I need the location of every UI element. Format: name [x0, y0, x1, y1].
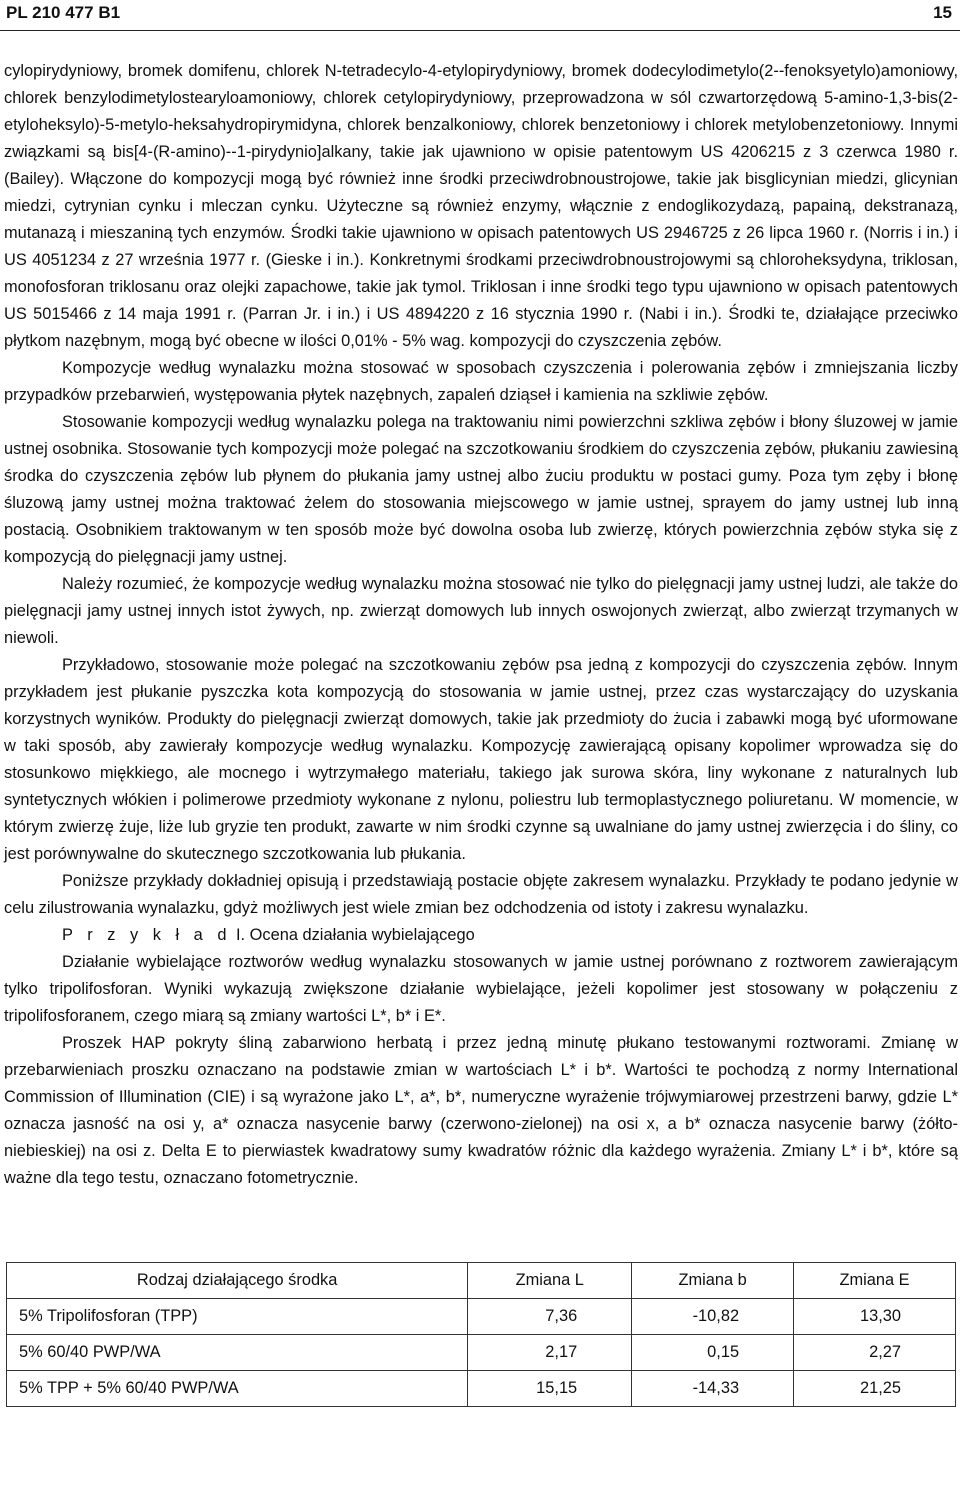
table-row	[7, 1335, 956, 1371]
table-cell: 5% TPP + 5% 60/40 PWP/WA	[7, 1371, 468, 1407]
paragraph: Należy rozumieć, że kompozycje według wynalazku można stosować nie tylko do pielęgnacji jamy ustnej ludzi, ale także do pielęgnacji jamy ustnej innych istot żywych, np. zwierząt domowych lub innych oswojonych zwierząt, albo zwierząt trzymanych w niewoli.	[4, 575, 958, 647]
header-rule	[0, 30, 960, 31]
document-id: PL 210 477 B1	[6, 3, 121, 22]
example-title: I. Ocena działania wybielającego	[231, 926, 475, 944]
table-cell: -14,33	[632, 1371, 794, 1407]
column-header: Zmiana L	[468, 1263, 632, 1299]
table-cell: 15,15	[468, 1371, 632, 1407]
table-cell: 13,30	[794, 1299, 956, 1335]
column-header: Zmiana E	[794, 1263, 956, 1299]
paragraph: Przykładowo, stosowanie może polegać na szczotkowaniu zębów psa jedną z kompozycji do czyszczenia zębów. Innym przykładem jest płukanie pyszczka kota kompozycją do stosowania w jamie ustnej, przez czas wystarczający do uzyskania korzystnych wyników. Produkty do pielęgnacji zwierząt domowych, takie jak przedmioty do żucia i zabawki mogą być uformowane w taki sposób, aby zawierały kompozycje według wynalazku. Kompozycję zawierającą opisany kopolimer wprowadza się do stosunkowo miękkiego, ale mocnego i wytrzymałego materiału, takiego jak surowa skóra, liny wykonane z naturalnych lub syntetycznych włókien i polimerowe przedmioty wykonane z nylonu, poliestru lub termoplastycznego poliuretanu. W momencie, w którym zwierzę żuje, liże lub gryzie ten produkt, zawarte w nim środki czynne są uwalniane do jamy ustnej zwierzęcia i do śliny, co jest porównywalne do skutecznego szczotkowania lub płukania.	[4, 656, 958, 863]
table-cell: 21,25	[794, 1371, 956, 1407]
paragraph: Poniższe przykłady dokładniej opisują i przedstawiają postacie objęte zakresem wynalazku. Przykłady te podano jedynie w celu zilustrowania wynalazku, gdyż możliwych jest wiele zmian bez odchodzenia od istoty i zakresu wynalazku.	[4, 872, 958, 917]
column-header: Rodzaj działającego środka	[7, 1263, 468, 1299]
table-row	[7, 1299, 956, 1335]
table-cell: 0,15	[632, 1335, 794, 1371]
table-cell: 5% Tripolifosforan (TPP)	[7, 1299, 468, 1335]
paragraph: cylopirydyniowy, bromek domifenu, chlorek N-tetradecylo-4-etylopirydyniowy, bromek dodecylodimetylo(2--fenoksyetylo)amoniowy, chlorek benzylodimetylostearyloamoniowy, chlorek cetylopirydyniowy, przeprowadzona w sól czwartorzędową 5-amino-1,3-bis(2-etyloheksylo)-5-metylo-heksahydropirymidyna, chlorek benzalkoniowy, chlorek benzetoniowy i chlorek metylobenzetoniowy. Innymi związkami są bis[4-(R-amino)--1-pirydynio]alkany, takie jak ujawniono w opisie patentowym US 4206215 z 3 czerwca 1980 r. (Bailey). Włączone do kompozycji mogą być również inne środki przeciwdrobnoustrojowe, takie jak bisglicynian miedzi, glicynian miedzi, cytrynian cynku i mleczan cynku. Użyteczne są również enzymy, włącznie z endoglikozydazą, papainą, dekstranazą, mutanazą i mieszaniną tych enzymów. Środki takie ujawniono w opisach patentowych US 2946725 z 26 lipca 1960 r. (Norris i in.) i US 4051234 z 27 września 1977 r. (Gieske i in.). Konkretnymi środkami przeciwdrobnoustrojowymi są chloroheksydyna, triklosan, monofosforan triklosanu oraz olejki zapachowe, takie jak tymol. Triklosan i inne środki tego typu ujawniono w opisach patentowych US 5015466 z 14 maja 1991 r. (Parran Jr. i in.) i US 4894220 z 16 stycznia 1990 r. (Nabi i in.). Środki te, działające przeciwko płytkom nazębnym, mogą być obecne w ilości 0,01% - 5% wag. kompozycji do czyszczenia zębów.	[4, 62, 958, 350]
paragraph: Działanie wybielające roztworów według wynalazku stosowanych w jamie ustnej porównano z roztworem zawierającym tylko tripolifosforan. Wyniki wykazują zwiększone działanie wybielające, jeżeli kopolimer jest stosowany w połączeniu z tripolifosforanem, czego miarą są zmiany wartości L*, b* i E*.	[4, 953, 958, 1025]
page-number: 15	[933, 3, 952, 22]
results-table	[6, 1262, 956, 1407]
table-cell: 5% 60/40 PWP/WA	[7, 1335, 468, 1371]
paragraph: Proszek HAP pokryty śliną zabarwiono herbatą i przez jedną minutę płukano testowanymi roztworami. Zmianę w przebarwieniach proszku oznaczano na podstawie zmian w wartościach L* i b*. Wartości te pochodzą z normy International Commission of Illumination (CIE) i są wyrażone jako L*, a*, b*, numeryczne wyrażenie trójwymiarowej przestrzeni barwy, gdzie L* oznacza jasność na osi y, a* oznacza nasycenie barwy (czerwono-zielonej) na osi x, a b* oznacza nasycenie barwy (żółto-niebieskiej) na osi z. Delta E to pierwiastek kwadratowy sumy kwadratów różnic dla każdego wyrażenia. Zmiany L* i b*, które są ważne dla tego testu, oznaczano fotometrycznie.	[4, 1034, 958, 1187]
table-row	[7, 1371, 956, 1407]
paragraph: Kompozycje według wynalazku można stosować w sposobach czyszczenia i polerowania zębów i zmniejszania liczby przypadków przebarwień, występowania płytek nazębnych, zapaleń dziąseł i kamienia na szkliwie zębów.	[4, 359, 958, 404]
document-body	[4, 58, 958, 1192]
table-cell: -10,82	[632, 1299, 794, 1335]
paragraph: Stosowanie kompozycji według wynalazku polega na traktowaniu nimi powierzchni szkliwa zębów i błony śluzowej w jamie ustnej osobnika. Stosowanie tych kompozycji może polegać na szczotkowaniu środkiem do czyszczenia zębów, płukaniu zawiesiną środka do czyszczenia zębów lub płynem do płukania jamy ustnej albo żuciu produktu w postaci gumy. Poza tym zęby i błonę śluzową jamy ustnej można traktować żelem do stosowania miejscowego w jamie ustnej, sprayem do jamy ustnej lub inną postacią. Osobnikiem traktowanym w ten sposób może być dowolna osoba lub zwierzę, których powierzchnia zębów styka się z kompozycją do pielęgnacji jamy ustnej.	[4, 413, 958, 566]
example-heading	[4, 922, 958, 949]
table-cell: 2,17	[468, 1335, 632, 1371]
page-header	[0, 0, 960, 36]
example-label: P r z y k ł a d	[62, 926, 232, 944]
table-header-row	[7, 1263, 956, 1299]
table-cell: 7,36	[468, 1299, 632, 1335]
column-header: Zmiana b	[632, 1263, 794, 1299]
table-cell: 2,27	[794, 1335, 956, 1371]
